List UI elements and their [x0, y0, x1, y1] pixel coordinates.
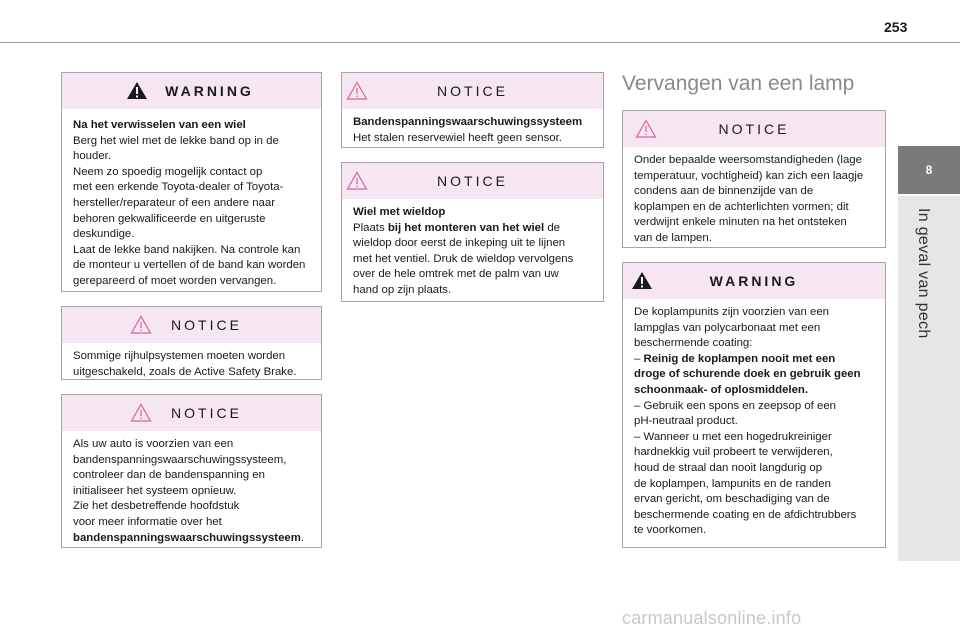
body-line: initialiseer het systeem opnieuw.: [73, 484, 237, 497]
warning-icon: [126, 81, 148, 100]
body-line: ervan gericht, om beschadiging van de: [634, 493, 830, 506]
page-number: 253: [884, 19, 908, 35]
notice-icon: [346, 171, 368, 190]
notice-icon: [130, 403, 152, 422]
body-line: controleer dan de bandenspanning en: [73, 469, 265, 482]
body-line: Laat de lekke band nakijken. Na controle kan: [73, 243, 301, 256]
punctuation: .: [300, 531, 305, 544]
body-line: met het ventiel. Druk de wieldop vervolgens: [353, 252, 574, 265]
notice-body: [342, 199, 603, 307]
body-line: hand op zijn plaats.: [353, 283, 452, 296]
body-line: koplampen en de achterlichten vormen; dit: [634, 200, 849, 213]
notice-body: [62, 431, 321, 554]
body-line: de monteur u vertellen of de band kan worden: [73, 259, 306, 272]
body-line: pH-neutraal product.: [634, 415, 738, 428]
notice-box-condensation: [622, 110, 886, 248]
body-line: temperatuur, vochtigheid) kan zich een laagje: [634, 169, 864, 182]
body-line: Het stalen reservewiel heeft geen sensor.: [353, 131, 562, 144]
notice-box-driving-aids: [61, 306, 322, 380]
body-line: Berg het wiel met de lekke band op in de: [73, 134, 279, 147]
chapter-title: In geval van pech: [915, 208, 932, 339]
body-line: voor meer informatie over het: [73, 515, 222, 528]
body-line: beschermende coating:: [634, 337, 753, 350]
bold-term: Reinig de koplampen nooit met een: [643, 352, 836, 365]
body-line: – Wanneer u met een hogedrukreiniger: [634, 430, 832, 443]
notice-box-tpms: [61, 394, 322, 548]
notice-header: [62, 307, 321, 343]
notice-body: [342, 109, 603, 154]
warning-header: [62, 73, 321, 109]
notice-heading: Wiel met wieldop: [353, 206, 446, 218]
warning-icon: [631, 271, 653, 290]
notice-header: [342, 163, 603, 199]
body-line: wieldop door eerst de inkeping uit te lijnen: [353, 237, 566, 250]
body-line: behoren gekwalificeerde en uitgeruste: [73, 212, 266, 225]
notice-body: [62, 343, 321, 388]
body-line: te voorkomen.: [634, 524, 707, 537]
body-line: bandenspanningswaarschuwingssysteem,: [73, 453, 287, 466]
body-line: Onder bepaalde weersomstandigheden (lage: [634, 154, 862, 166]
bold-term: bandenspanningswaarschuwingssysteem: [73, 531, 301, 544]
notice-icon: [346, 81, 368, 100]
warning-label: WARNING: [709, 273, 799, 289]
body-line: Neem zo spoedig mogelijk contact op: [73, 165, 263, 178]
body-line: uitgeschakeld, zoals de Active Safety Brake.: [73, 365, 297, 378]
notice-box-hubcap: [341, 162, 604, 302]
body-line: gerepareerd of moet worden vervangen.: [73, 274, 277, 287]
body-line: droge of schurende doek en gebruik geen: [634, 368, 861, 381]
warning-body: [62, 109, 321, 298]
warning-label: WARNING: [165, 83, 254, 99]
section-title: Vervangen van een lamp: [622, 72, 855, 95]
chapter-tab[interactable]: 8: [898, 146, 960, 194]
text-run: de: [544, 221, 561, 234]
notice-header: [623, 111, 885, 147]
body-line: over de hele omtrek met de palm van uw: [353, 268, 559, 281]
body-line: hersteller/reparateur of een andere naar: [73, 196, 275, 209]
body-line: condens aan de binnenzijde van de: [634, 185, 814, 198]
notice-label: NOTICE: [718, 121, 790, 137]
body-line: verdwijnt enkele minuten na het ontsteken: [634, 216, 847, 229]
body-line: houd de straal dan nooit langdurig op: [634, 461, 823, 474]
body-line: beschermende coating en de afdichtrubbers: [634, 508, 857, 521]
body-line: Zie het desbetreffende hoofdstuk: [73, 500, 240, 513]
notice-box-spare-wheel: [341, 72, 604, 148]
notice-heading: Bandenspanningswaarschuwingssysteem: [353, 116, 583, 128]
body-line: [353, 221, 594, 237]
bold-term: bij het monteren van het wiel: [387, 221, 545, 234]
notice-label: NOTICE: [437, 83, 508, 99]
warning-box-wheel: [61, 72, 322, 292]
warning-header: [623, 263, 885, 299]
notice-icon: [130, 315, 152, 334]
notice-body: [623, 147, 885, 255]
top-rule: [0, 42, 960, 43]
body-line: schoonmaak- of oplosmiddelen.: [634, 383, 809, 396]
body-line: [73, 531, 312, 547]
body-line: de koplampen, lampunits en de randen: [634, 477, 831, 490]
body-line: hardnekkig vuil probeert te verwijderen,: [634, 446, 833, 459]
body-line: met een erkende Toyota-dealer of Toyota-: [73, 181, 284, 194]
text-run: Plaats: [353, 221, 388, 234]
body-line: – Gebruik een spons en zeepsop of een: [634, 399, 837, 412]
warning-box-headlamps: [622, 262, 886, 548]
body-line: Als uw auto is voorzien van een: [73, 438, 234, 450]
watermark: carmanualsonline.info: [622, 608, 802, 628]
warning-body: [623, 299, 885, 547]
bullet-dash: –: [634, 352, 644, 365]
body-line: van de lampen.: [634, 231, 712, 244]
warning-heading: Na het verwisselen van een wiel: [73, 119, 246, 131]
notice-icon: [635, 119, 657, 138]
body-line: lampglas van polycarbonaat met een: [634, 321, 821, 334]
notice-label: NOTICE: [171, 317, 242, 333]
notice-header: [62, 395, 321, 431]
body-line: De koplampunits zijn voorzien van een: [634, 306, 830, 318]
body-line: deskundige.: [73, 228, 135, 241]
notice-label: NOTICE: [171, 405, 242, 421]
body-line: Sommige rijhulpsystemen moeten worden: [73, 350, 286, 362]
body-line: [634, 352, 876, 368]
notice-label: NOTICE: [437, 173, 508, 189]
body-line: houder.: [73, 150, 112, 163]
notice-header: [342, 73, 603, 109]
